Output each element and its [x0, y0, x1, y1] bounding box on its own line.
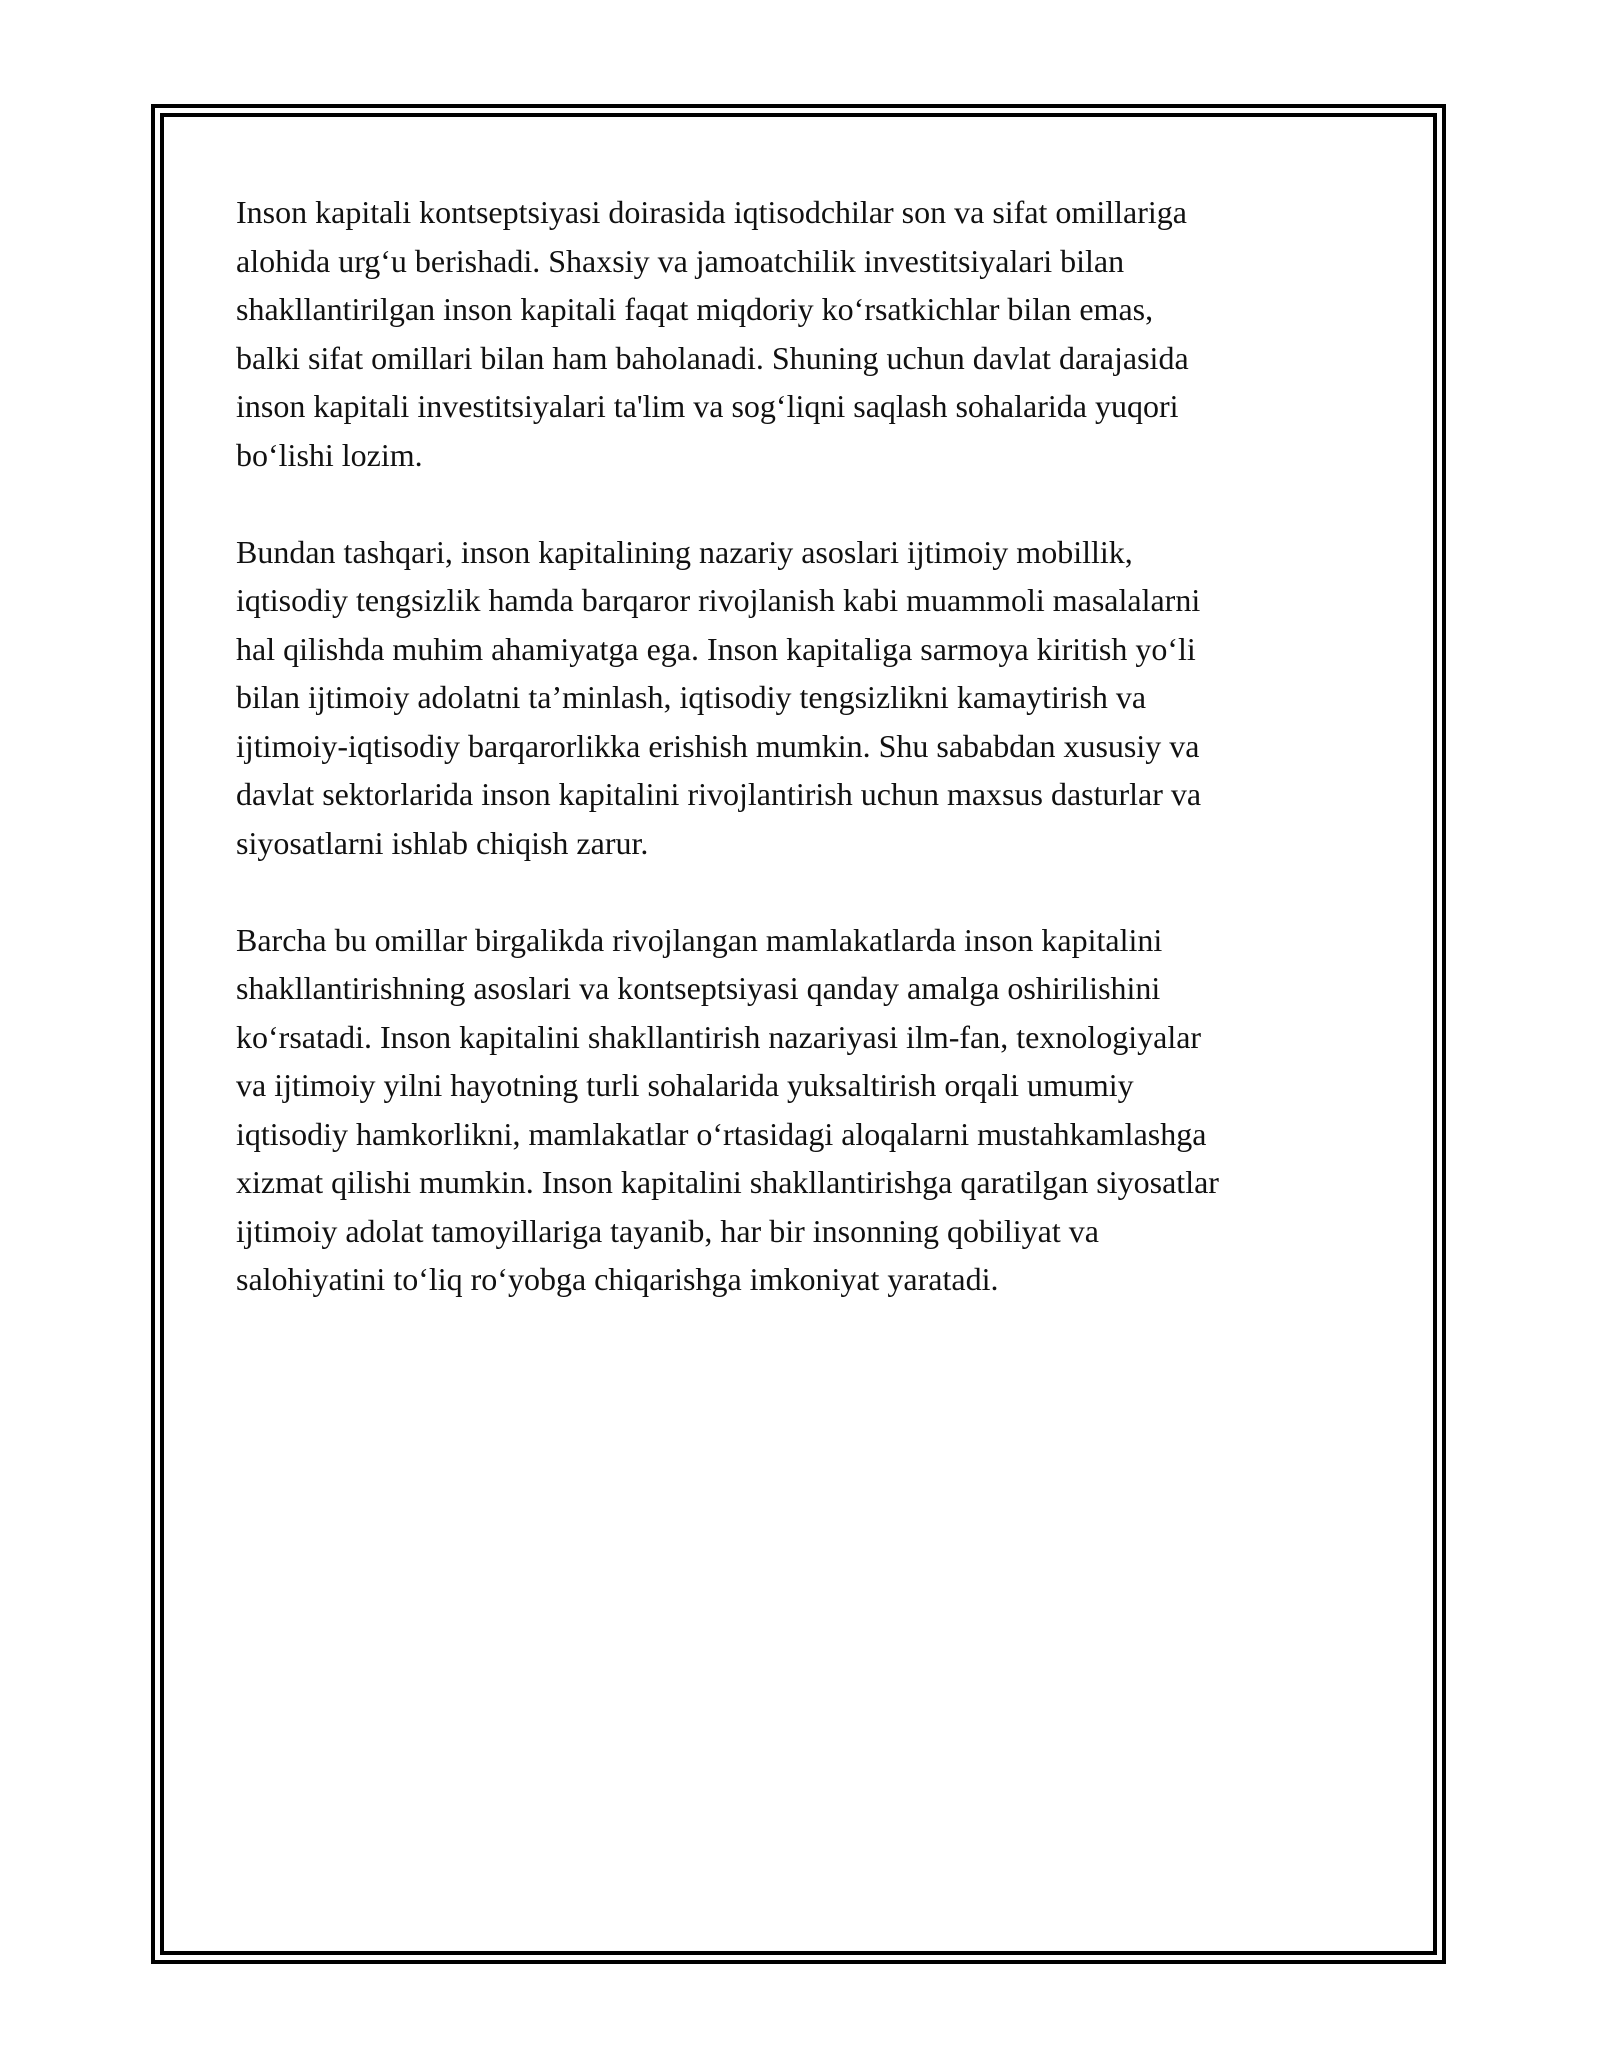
text-line: davlat sektorlarida inson kapitalini rivojlantirish uchun maxsus dasturlar va — [236, 776, 1202, 812]
text-line: Barcha bu omillar birgalikda rivojlangan mamlakatlarda inson kapitalini — [236, 921, 1163, 958]
text-line: iqtisodiy tengsizlik hamda barqaror rivojlanish kabi muammoli masalalarni — [236, 582, 1201, 618]
document-body — [236, 188, 1366, 1352]
text-line: Inson kapitali kontseptsiyasi doirasida iqtisodchilar son va sifat omillariga — [236, 194, 1187, 230]
text-line: ko‘rsatadi. Inson kapitalini shakllantirish nazariyasi ilm-fan, texnologiyalar — [236, 1018, 1202, 1055]
text-line: iqtisodiy hamkorlikni, mamlakatlar o‘rtasidagi aloqalarni mustahkamlashga — [236, 1115, 1207, 1152]
text-line: salohiyatini to‘liq ro‘yobga chiqarishga imkoniyat yaratadi. — [236, 1261, 999, 1297]
text-line: shakllantirishning asoslari va kontseptsiyasi qanday amalga oshirilishini — [236, 970, 1161, 1006]
paragraph-2 — [236, 528, 1366, 868]
text-line: alohida urg‘u berishadi. Shaxsiy va jamoatchilik investitsiyalari bilan — [236, 242, 1125, 279]
text-line: ijtimoiy adolat tamoyillariga tayanib, har bir insonning qobiliyat va — [236, 1212, 1099, 1249]
text-line: Bundan tashqari, inson kapitalining nazariy asoslari ijtimoiy mobillik, — [236, 533, 1133, 570]
text-line: bo‘lishi lozim. — [236, 436, 423, 473]
text-line: siyosatlarni ishlab chiqish zarur. — [236, 824, 649, 861]
paragraph-3 — [236, 916, 1366, 1304]
text-line: xizmat qilishi mumkin. Inson kapitalini shakllantirishga qaratilgan siyosatlar — [236, 1164, 1219, 1200]
text-line: va ijtimoiy yilni hayotning turli sohalarida yuksaltirish orqali umumiy — [236, 1067, 1134, 1103]
paragraph-1 — [236, 188, 1366, 479]
text-line: inson kapitali investitsiyalari ta'lim va sog‘liqni saqlash sohalarida yuqori — [236, 388, 1179, 424]
text-line: ijtimoiy-iqtisodiy barqarorlikka erishish mumkin. Shu sababdan xususiy va — [236, 727, 1200, 764]
text-line: bilan ijtimoiy adolatni ta’minlash, iqtisodiy tengsizlikni kamaytirish va — [236, 679, 1147, 715]
text-line: hal qilishda muhim ahamiyatga ega. Inson kapitaliga sarmoya kiritish yo‘li — [236, 630, 1196, 667]
text-line: shakllantirilgan inson kapitali faqat miqdoriy ko‘rsatkichlar bilan emas, — [236, 291, 1154, 327]
text-line: balki sifat omillari bilan ham baholanadi. Shuning uchun davlat darajasida — [236, 339, 1189, 376]
